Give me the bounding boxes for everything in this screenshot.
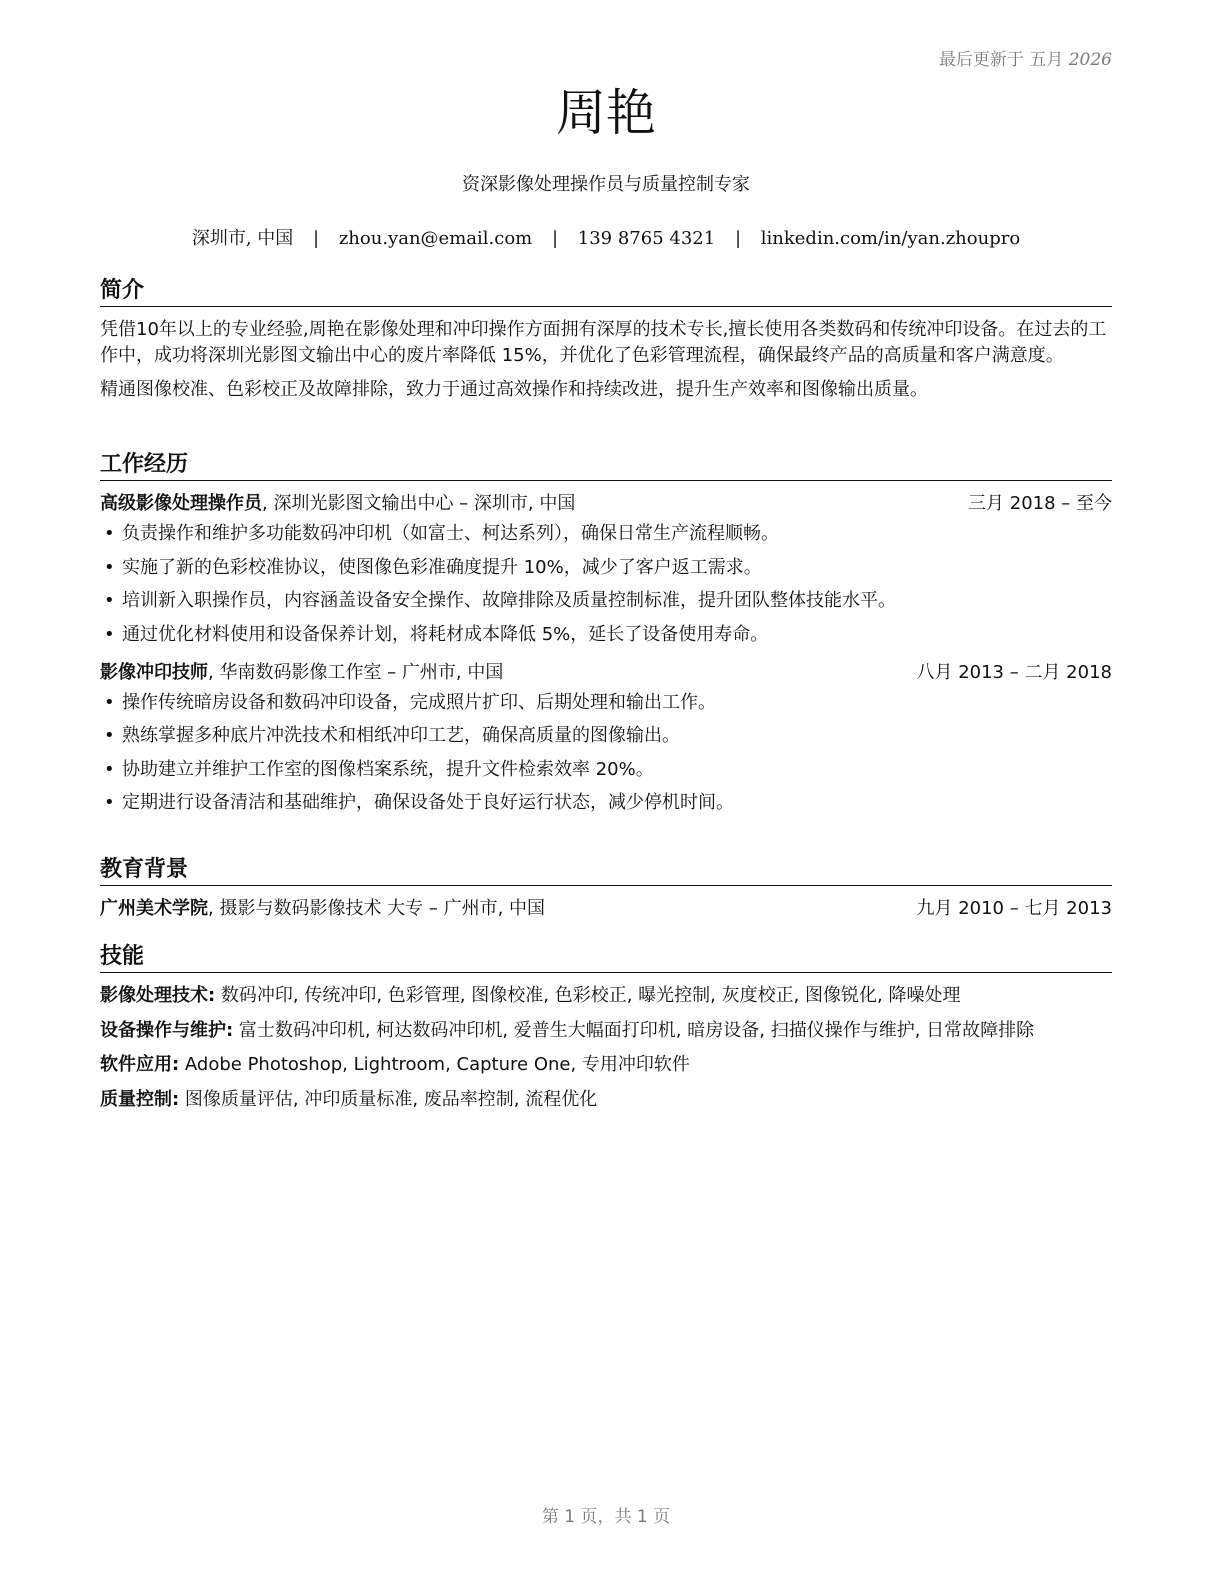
section-title-skills: 技能 [100,944,1112,973]
bullet-text: 操作传统暗房设备和数码冲印设备，完成照片扩印、后期处理和输出工作。 [122,691,716,713]
job-bullets [100,690,1112,817]
job-role: 影像冲印技师 [100,661,208,683]
skill-label: 软件应用: [100,1054,180,1076]
job-org: , 深圳光影图文输出中心 – 深圳市, 中国 [262,493,576,515]
bullet-icon: • [104,556,115,578]
bullet-text: 熟练掌握多种底片冲洗技术和相纸冲印工艺，确保高质量的图像输出。 [122,725,680,747]
education-detail: , 摄影与数码影像技术 大专 – 广州市, 中国 [208,898,546,920]
list-item [100,622,1112,648]
job-dates: 八月 2013 – 二月 2018 [916,661,1112,683]
section-title-experience: 工作经历 [100,452,1112,481]
job-dates: 三月 2018 – 至今 [968,493,1112,515]
bullet-icon: • [104,792,115,814]
resume-page [100,0,1112,1584]
contact-line [100,224,1112,250]
contact-linkedin[interactable]: linkedin.com/in/yan.zhoupro [760,228,1021,249]
last-updated [939,45,1112,70]
bullet-icon: • [104,523,115,545]
list-item [100,521,1112,547]
summary-section [100,278,1112,411]
job-bullets [100,521,1112,648]
skill-label: 设备操作与维护: [100,1019,234,1041]
job-title-line [100,491,575,517]
skill-value: 图像质量评估, 冲印质量标准, 废品率控制, 流程优化 [179,1088,598,1110]
list-item [100,690,1112,716]
skill-row [100,1018,1112,1044]
last-updated-year: 2026 [1068,50,1112,70]
skill-label: 影像处理技术: [100,985,216,1007]
list-item [100,588,1112,614]
contact-separator: | [734,228,742,249]
education-school: 广州美术学院 [100,898,208,920]
job-title-line [100,660,503,686]
bullet-icon: • [104,623,115,645]
bullet-text: 定期进行设备清洁和基础维护，确保设备处于良好运行状态，减少停机时间。 [122,792,734,814]
skill-value: Adobe Photoshop, Lightroom, Capture One, 专用冲印软件 [179,1054,690,1076]
bullet-text: 培训新入职操作员，内容涵盖设备安全操作、故障排除及质量控制标准，提升团队整体技能水平。 [122,590,896,612]
bullet-icon: • [104,725,115,747]
job-entry [100,491,1112,648]
page-footer: 第 1 页，共 1 页 [541,1507,671,1527]
skill-value: 数码冲印, 传统冲印, 色彩管理, 图像校准, 色彩校正, 曝光控制, 灰度校正, 图像锐化, 降噪处理 [215,985,961,1007]
contact-location: 深圳市, 中国 [191,228,294,249]
contact-separator: | [551,228,559,249]
education-entry [100,896,1112,922]
candidate-headline: 资深影像处理操作员与质量控制专家 [462,174,750,195]
education-dates: 九月 2010 – 七月 2013 [916,898,1112,920]
bullet-icon: • [104,590,115,612]
bullet-text: 通过优化材料使用和设备保养计划，将耗材成本降低 5%，延长了设备使用寿命。 [122,623,769,645]
bullet-icon: • [104,758,115,780]
bullet-icon: • [104,691,115,713]
list-item [100,790,1112,816]
education-title-line [100,896,545,922]
list-item [100,757,1112,783]
skill-label: 质量控制: [100,1088,180,1110]
bullet-text: 实施了新的色彩校准协议，使图像色彩准确度提升 10%，减少了客户返工需求。 [122,556,762,578]
last-updated-text: 最后更新于 五月 [938,50,1064,70]
contact-email[interactable]: zhou.yan@email.com [338,228,533,249]
skills-section [100,944,1112,1121]
summary-paragraph: 凭借10年以上的专业经验,周艳在影像处理和冲印操作方面拥有深厚的技术专长,擅长使用各类数码和传统冲印设备。在过去的工作中，成功将深圳光影图文输出中心的废片率降低 15%，并优化了色彩管理流程，确保最终产品的高质量和客户满意度。 [100,319,1107,367]
job-org: , 华南数码影像工作室 – 广州市, 中国 [208,661,504,683]
section-title-summary: 简介 [100,278,1112,307]
bullet-text: 协助建立并维护工作室的图像档案系统，提升文件检索效率 20%。 [122,758,654,780]
job-entry [100,660,1112,817]
bullet-text: 负责操作和维护多功能数码冲印机（如富士、柯达系列），确保日常生产流程顺畅。 [122,523,779,545]
skill-row [100,983,1112,1009]
job-header [100,660,1112,686]
experience-section [100,452,1112,824]
list-item [100,723,1112,749]
contact-separator: | [313,228,320,249]
skill-row [100,1052,1112,1078]
contact-phone: 139 8765 4321 [577,228,716,249]
job-header [100,491,1112,517]
section-title-education: 教育背景 [100,857,1112,886]
candidate-name: 周艳 [556,84,656,142]
list-item [100,555,1112,581]
education-section [100,857,1112,922]
skill-row [100,1087,1112,1113]
summary-paragraph: 精通图像校准、色彩校正及故障排除，致力于通过高效操作和持续改进，提升生产效率和图像输出质量。 [100,379,928,401]
job-role: 高级影像处理操作员 [100,493,262,515]
skill-value: 富士数码冲印机, 柯达数码冲印机, 爱普生大幅面打印机, 暗房设备, 扫描仪操作与维护, 日常故障排除 [233,1019,1035,1041]
